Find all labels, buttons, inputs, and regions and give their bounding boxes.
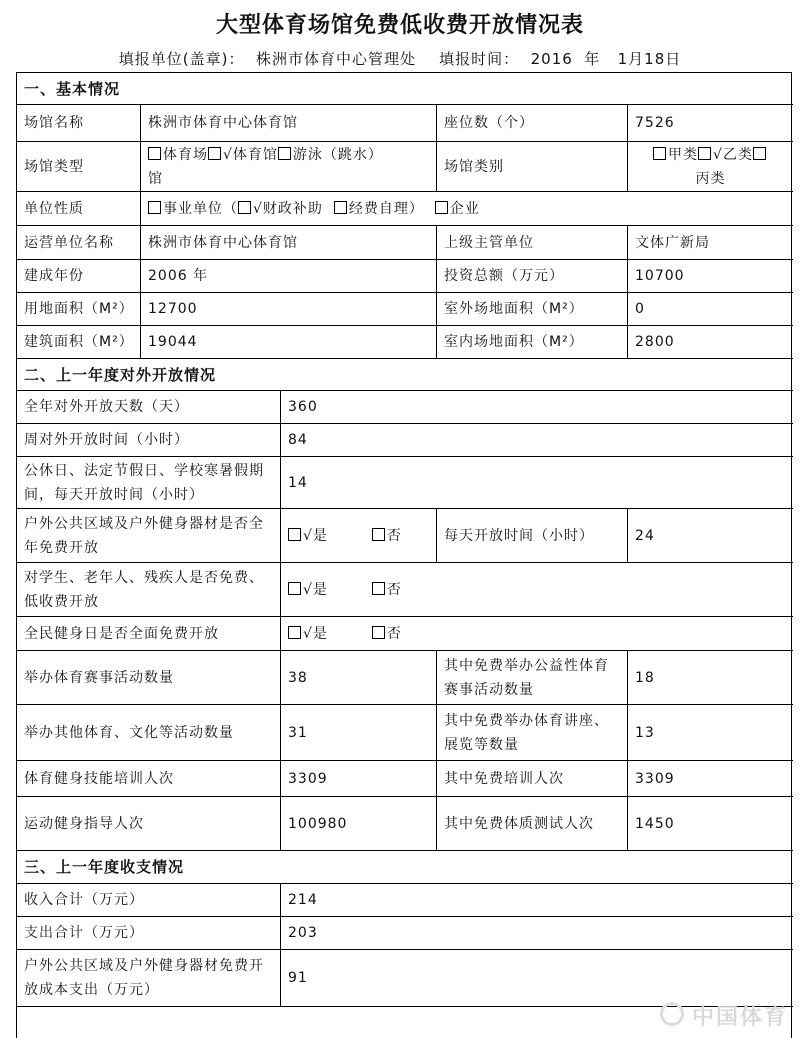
value-outdoor-area: 0 [628,293,793,326]
section-header-opening: 二、上一年度对外开放情况 [17,359,793,391]
checkbox-fiscal-subsidy[interactable] [238,201,251,214]
value-events: 38 [281,651,437,705]
page-title: 大型体育场馆免费低收费开放情况表 [215,13,584,38]
value-training: 3309 [281,761,437,797]
checkbox-public-institution[interactable] [148,201,161,214]
value-built-year: 2006 年 [141,260,437,293]
value-indoor-area: 2800 [628,326,793,359]
label-income: 收入合计（万元） [17,884,281,917]
discount-open-options: √是 否 [281,563,793,617]
value-building-area: 19044 [141,326,437,359]
checkbox-stadium[interactable] [148,147,161,160]
checkbox-class-a[interactable] [653,147,666,160]
venue-type-options: 体育场 √体育馆 游泳（跳水） 馆 [141,142,437,192]
label-events: 举办体育赛事活动数量 [17,651,281,705]
label-operator: 运营单位名称 [17,226,141,260]
label-outdoor-free: 户外公共区域及户外健身器材是否全年免费开放 [17,509,281,563]
label-weekly-hours: 周对外开放时间（小时） [17,424,281,457]
label-guidance: 运动健身指导人次 [17,797,281,851]
value-operator: 株洲市体育中心体育馆 [141,226,437,260]
value-investment: 10700 [628,260,793,293]
label-open-days: 全年对外开放天数（天） [17,391,281,424]
section-header-finance: 三、上一年度收支情况 [17,851,793,884]
checkbox-gymnasium[interactable] [208,147,221,160]
value-land-area: 12700 [141,293,437,326]
fitness-day-options: √是 否 [281,617,793,651]
label-holiday-hours: 公休日、法定节假日、学校寒暑假期间，每天开放时间（小时） [17,457,281,509]
checkbox-natatorium[interactable] [278,147,291,160]
value-free-training: 3309 [628,761,793,797]
form-subtitle: 填报单位(盖章)： 株洲市体育中心管理处 填报时间： 2016 年 1月18日 [118,50,682,68]
label-venue-class: 场馆类别 [437,142,628,192]
checkbox-outdoor-yes[interactable] [288,528,301,541]
label-expense: 支出合计（万元） [17,917,281,950]
value-income: 214 [281,884,793,917]
label-free-training: 其中免费培训人次 [437,761,628,797]
outdoor-free-options: √是 否 [281,509,437,563]
value-open-days: 360 [281,391,793,424]
checkbox-enterprise[interactable] [435,201,448,214]
watermark-logo-icon [660,1002,684,1026]
value-weekly-hours: 84 [281,424,793,457]
checkbox-fitness-day-no[interactable] [372,626,385,639]
label-supervisor: 上级主管单位 [437,226,628,260]
value-fitness-test: 1450 [628,797,793,851]
label-training: 体育健身技能培训人次 [17,761,281,797]
label-daily-hours: 每天开放时间（小时） [437,509,628,563]
value-expense: 203 [281,917,793,950]
label-outdoor-cost: 户外公共区域及户外健身器材免费开放成本支出（万元） [17,950,281,1007]
label-free-lectures: 其中免费举办体育讲座、展览等数量 [437,705,628,761]
unit-nature-options: 事业单位（ √财政补助 经费自理） 企业 [141,192,793,226]
label-venue-type: 场馆类型 [17,142,141,192]
label-seats: 座位数（个） [437,105,628,142]
checkbox-class-c[interactable] [753,147,766,160]
label-venue-name: 场馆名称 [17,105,141,142]
value-outdoor-cost: 91 [281,950,793,1007]
value-seats: 7526 [628,105,793,142]
checkbox-discount-no[interactable] [372,582,385,595]
checkbox-class-b[interactable] [698,147,711,160]
venue-class-options: 甲类 √乙类 丙类 [628,142,793,192]
label-unit-nature: 单位性质 [17,192,141,226]
label-outdoor-area: 室外场地面积（M²） [437,293,628,326]
value-holiday-hours: 14 [281,457,793,509]
value-free-events: 18 [628,651,793,705]
label-free-events: 其中免费举办公益性体育赛事活动数量 [437,651,628,705]
label-investment: 投资总额（万元） [437,260,628,293]
value-free-lectures: 13 [628,705,793,761]
value-other-events: 31 [281,705,437,761]
label-land-area: 用地面积（M²） [17,293,141,326]
checkbox-discount-yes[interactable] [288,582,301,595]
label-built-year: 建成年份 [17,260,141,293]
value-supervisor: 文体广新局 [628,226,793,260]
label-fitness-day: 全民健身日是否全面免费开放 [17,617,281,651]
label-fitness-test: 其中免费体质测试人次 [437,797,628,851]
checkbox-outdoor-no[interactable] [372,528,385,541]
value-guidance: 100980 [281,797,437,851]
checkbox-fitness-day-yes[interactable] [288,626,301,639]
label-other-events: 举办其他体育、文化等活动数量 [17,705,281,761]
label-discount-open: 对学生、老年人、残疾人是否免费、低收费开放 [17,563,281,617]
form-table [16,72,792,1038]
section-header-basic: 一、基本情况 [17,73,793,105]
value-daily-hours: 24 [628,509,793,563]
value-venue-name: 株洲市体育中心体育馆 [141,105,437,142]
watermark: 中国体育 [660,1000,792,1030]
checkbox-self-funded[interactable] [334,201,347,214]
label-building-area: 建筑面积（M²） [17,326,141,359]
label-indoor-area: 室内场地面积（M²） [437,326,628,359]
